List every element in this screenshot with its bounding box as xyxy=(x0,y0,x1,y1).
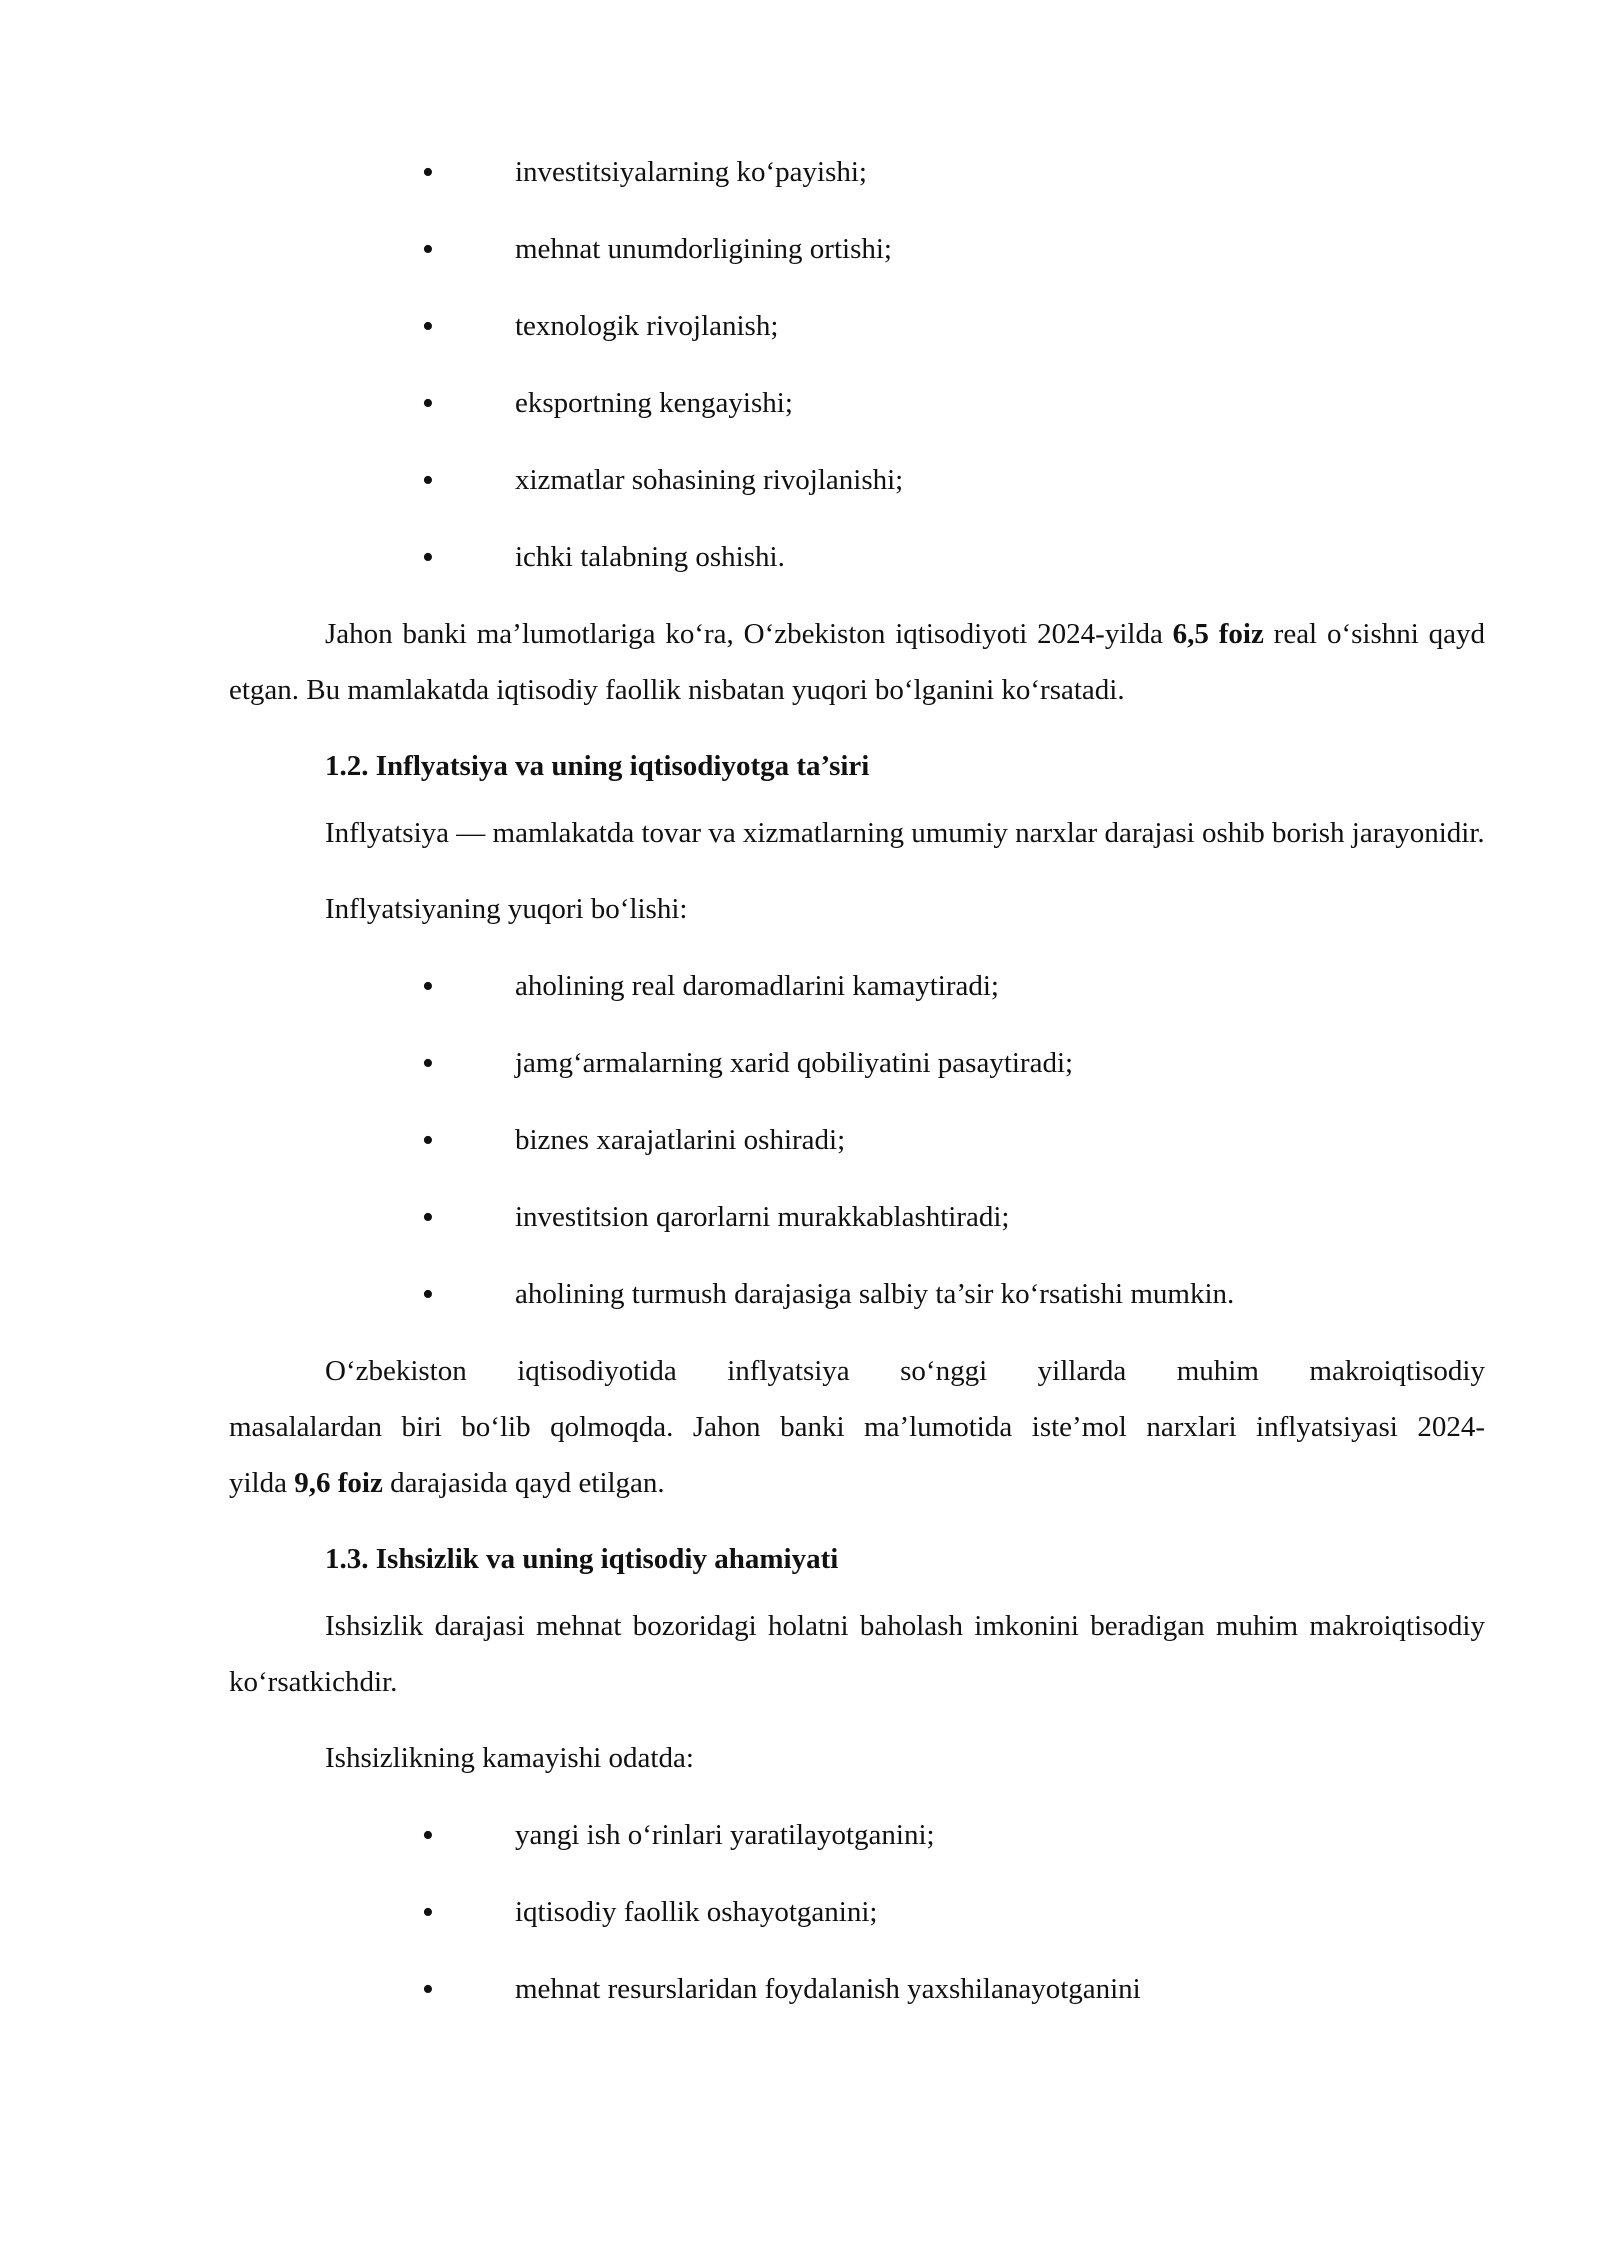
spacer xyxy=(229,1710,1485,1720)
bullet-icon: • xyxy=(422,1045,434,1082)
list-item-text: iqtisodiy faollik oshayotganini; xyxy=(515,1896,878,1928)
paragraph-line: masalalardan biri bo‘lib qolmoqda. Jahon banki ma’lumotida iste’mol narxlari inflyatsiyasi 2024- xyxy=(229,1411,1485,1443)
bullet-icon: • xyxy=(422,1122,434,1159)
list-item-text: biznes xarajatlarini oshiradi; xyxy=(515,1124,846,1156)
list-item xyxy=(229,1256,1485,1333)
list-item xyxy=(229,365,1485,442)
section-heading-1-2: 1.2. Inflyatsiya va uning iqtisodiyotga ta’siri xyxy=(325,750,870,782)
list-item-text: xizmatlar sohasining rivojlanishi; xyxy=(515,464,904,496)
list-item-text: investitsion qarorlarni murakkablashtiradi; xyxy=(515,1201,1010,1233)
paragraph-text: yilda xyxy=(229,1467,295,1499)
paragraph-unemployment-definition: Ishsizlik darajasi mehnat bozoridagi holatni baholash imkonini beradigan muhim makroiqtisodiy ko‘rsatkichdir. xyxy=(229,1610,1485,1698)
spacer xyxy=(229,1511,1485,1521)
paragraph-gdp-growth xyxy=(229,606,1485,718)
spacer xyxy=(229,718,1485,728)
spacer xyxy=(229,861,1485,871)
bullet-icon: • xyxy=(422,1817,434,1854)
spacer xyxy=(229,1333,1485,1343)
bullet-icon: • xyxy=(422,385,434,422)
paragraph-text: real o‘sishni qayd etgan. Bu mamlakatda iqtisodiy faollik nisbatan yuqori bo‘lganini ko‘rsatadi. xyxy=(229,618,1486,706)
bullet-icon: • xyxy=(422,462,434,499)
spacer xyxy=(229,596,1485,606)
unemployment-signals-list xyxy=(229,1797,1485,2028)
inflation-effects-list xyxy=(229,948,1485,1333)
bullet-icon: • xyxy=(422,1276,434,1313)
list-item-text: aholining turmush darajasiga salbiy ta’sir ko‘rsatishi mumkin. xyxy=(515,1278,1235,1310)
list-item-text: jamg‘armalarning xarid qobiliyatini pasaytiradi; xyxy=(515,1047,1074,1079)
list-item xyxy=(229,948,1485,1025)
highlight-value: 6,5 foiz xyxy=(1172,618,1264,650)
paragraph-inflation-intro: Inflyatsiyaning yuqori bo‘lishi: xyxy=(325,893,688,925)
bullet-icon: • xyxy=(422,231,434,268)
list-item-text: aholining real daromadlarini kamaytiradi; xyxy=(515,970,999,1002)
list-item-text: yangi ish o‘rinlari yaratilayotganini; xyxy=(515,1819,935,1851)
list-item xyxy=(229,1797,1485,1874)
section-heading-1-3: 1.3. Ishsizlik va uning iqtisodiy ahamiyati xyxy=(325,1543,839,1575)
paragraph-line xyxy=(229,1455,1485,1511)
list-item-text: mehnat unumdorligining ortishi; xyxy=(515,233,892,265)
list-item xyxy=(229,1025,1485,1102)
bullet-icon: • xyxy=(422,308,434,345)
growth-factors-list xyxy=(229,134,1485,596)
list-item xyxy=(229,211,1485,288)
paragraph-text: darajasida qayd etilgan. xyxy=(382,1467,665,1499)
list-item xyxy=(229,519,1485,596)
bullet-icon: • xyxy=(422,154,434,191)
paragraph-line: O‘zbekiston iqtisodiyotida inflyatsiya so‘nggi yillarda muhim makroiqtisodiy xyxy=(325,1355,1485,1387)
paragraph-text: Jahon banki ma’lumotlariga ko‘ra, O‘zbekiston iqtisodiyoti 2024-yilda xyxy=(325,618,1173,650)
bullet-icon: • xyxy=(422,1971,434,2008)
top-spacer xyxy=(229,0,1485,134)
list-item xyxy=(229,288,1485,365)
highlight-value: 9,6 foiz xyxy=(294,1467,383,1499)
bullet-icon: • xyxy=(422,539,434,576)
list-item-text: texnologik rivojlanish; xyxy=(515,310,779,342)
list-item xyxy=(229,1951,1485,2028)
list-item xyxy=(229,442,1485,519)
paragraph-unemployment-intro: Ishsizlikning kamayishi odatda: xyxy=(325,1742,694,1774)
list-item xyxy=(229,1179,1485,1256)
list-item xyxy=(229,1102,1485,1179)
paragraph-inflation-definition: Inflyatsiya — mamlakatda tovar va xizmatlarning umumiy narxlar darajasi oshib borish jarayonidir. xyxy=(325,817,1485,849)
bullet-icon: • xyxy=(422,1199,434,1236)
list-item-text: mehnat resurslaridan foydalanish yaxshilanayotganini xyxy=(515,1973,1141,2005)
paragraph-inflation-uzbekistan xyxy=(229,1343,1485,1511)
list-item xyxy=(229,1874,1485,1951)
list-item xyxy=(229,134,1485,211)
list-item-text: investitsiyalarning ko‘payishi; xyxy=(515,156,867,188)
list-item-text: eksportning kengayishi; xyxy=(515,387,793,419)
page-content xyxy=(229,0,1485,2028)
list-item-text: ichki talabning oshishi. xyxy=(515,541,785,573)
bullet-icon: • xyxy=(422,968,434,1005)
bullet-icon: • xyxy=(422,1894,434,1931)
